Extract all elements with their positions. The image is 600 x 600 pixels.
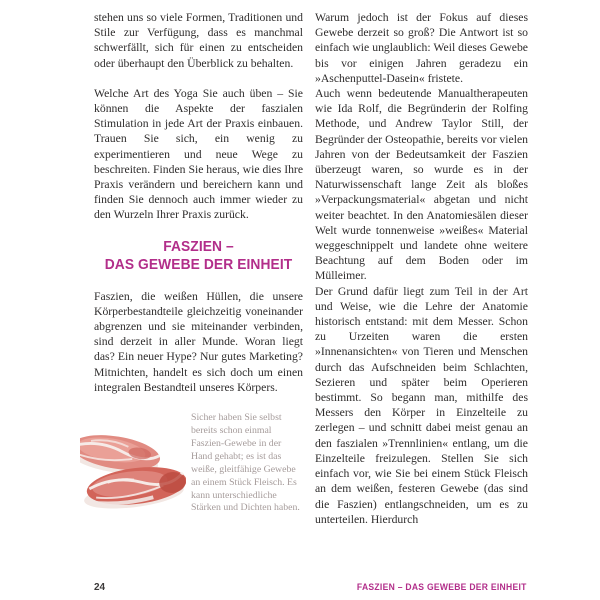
section-heading xyxy=(102,238,294,275)
paragraph: Warum jedoch ist der Fokus auf dieses Gewebe derzeit so groß? Die Antwort ist so einfach wie unglaublich: Weil dieses Gewebe bis vor einigen Jahren geradezu ein »Aschenputtel-Dasein« fristete. xyxy=(315,11,528,85)
paragraph: Auch wenn bedeutende Manualtherapeuten wie Ida Rolf, die Begründerin der Rolfing Methode, und Andrew Taylor Still, der Begründer der Osteopathie, bereits vor vielen Jahren von der Bedeutsamkeit der Faszien überzeugt waren, so wurde es in der Naturwissenschaft lange Zeit als bloßes »Verpackungsmaterial« abgetan und nicht weiter beachtet. In den Anatomiesälen dieser Welt wurde tonnenweise »weißes« Material weggeschnippelt und landete ohne weitere Beachtung auf dem Boden oder im Mülleimer. xyxy=(315,87,528,283)
right-column xyxy=(315,10,528,527)
figure-caption: Sicher haben Sie selbst bereits schon einmal Faszien-Gewebe in der Hand gehabt; es ist das weiße, gleitfähige Gewebe an einem Stück Fleisch. Es kann unterschiedliche Stärken und Dichten haben. xyxy=(191,412,300,514)
page-footer xyxy=(94,582,527,593)
section-heading-line1: FASZIEN – xyxy=(163,237,234,255)
paragraph: Der Grund dafür liegt zum Teil in der Art und Weise, wie die Lehre der Anatomie historisch entstand: mit dem Messer. Schon zu Urzeiten waren die ersten »Innenansichten« von Tieren und Menschen durch das Aufschneiden beim Schlachten, Sezieren und später beim Operieren bestimmt. So begann man, mithilfe des Messers den Körper in Einzelteile zu zerlegen – und schnitt dabei meist genau an den faszialen »Trennlinien« entlang, um die Einzelteile freizulegen. Stellen Sie sich einfach vor, wie Sie bei einem Stück Fleisch an dem weißen, festeren Gewebe (das sind die Faszien) entlangschneiden, um es zu unterteilen. Hierdurch xyxy=(315,284,528,526)
text-columns xyxy=(94,10,528,527)
paragraph: Faszien, die weißen Hüllen, die unsere Körperbestandteile gleichzeitig voneinander abgrenzen und sie miteinander verbinden, sind derzeit in aller Munde. Woran liegt das? Ein neuer Hype? Nur gutes Marketing? Mitnichten, handelt es sich doch um einen integralen Bestandteil unseres Körpers. xyxy=(94,289,303,394)
running-title: FASZIEN – DAS GEWEBE DER EINHEIT xyxy=(357,582,527,592)
section-heading-line2: DAS GEWEBE DER EINHEIT xyxy=(104,256,293,274)
paragraph: Welche Art des Yoga Sie auch üben – Sie können die Aspekte der faszialen Stimulation in jede Art der Praxis einbauen. Trauen Sie sich, ein wenig zu experimentieren und neue Wege zu beschreiten. Finden Sie heraus, wie dies Ihre Praxis verändern und bereichern kann und finden Sie dennoch auch immer wieder zu den Wurzeln Ihrer Praxis zurück. xyxy=(94,86,304,222)
paragraph: stehen uns so viele Formen, Traditionen und Stile zur Verfügung, dass es manchmal schwerfällt, sich für einen zu entscheiden oder überhaupt den Überblick zu behalten. xyxy=(94,11,303,70)
figure xyxy=(94,410,303,524)
page-number: 24 xyxy=(94,582,106,593)
left-column xyxy=(94,10,303,527)
raw-meat-photo xyxy=(80,410,186,524)
